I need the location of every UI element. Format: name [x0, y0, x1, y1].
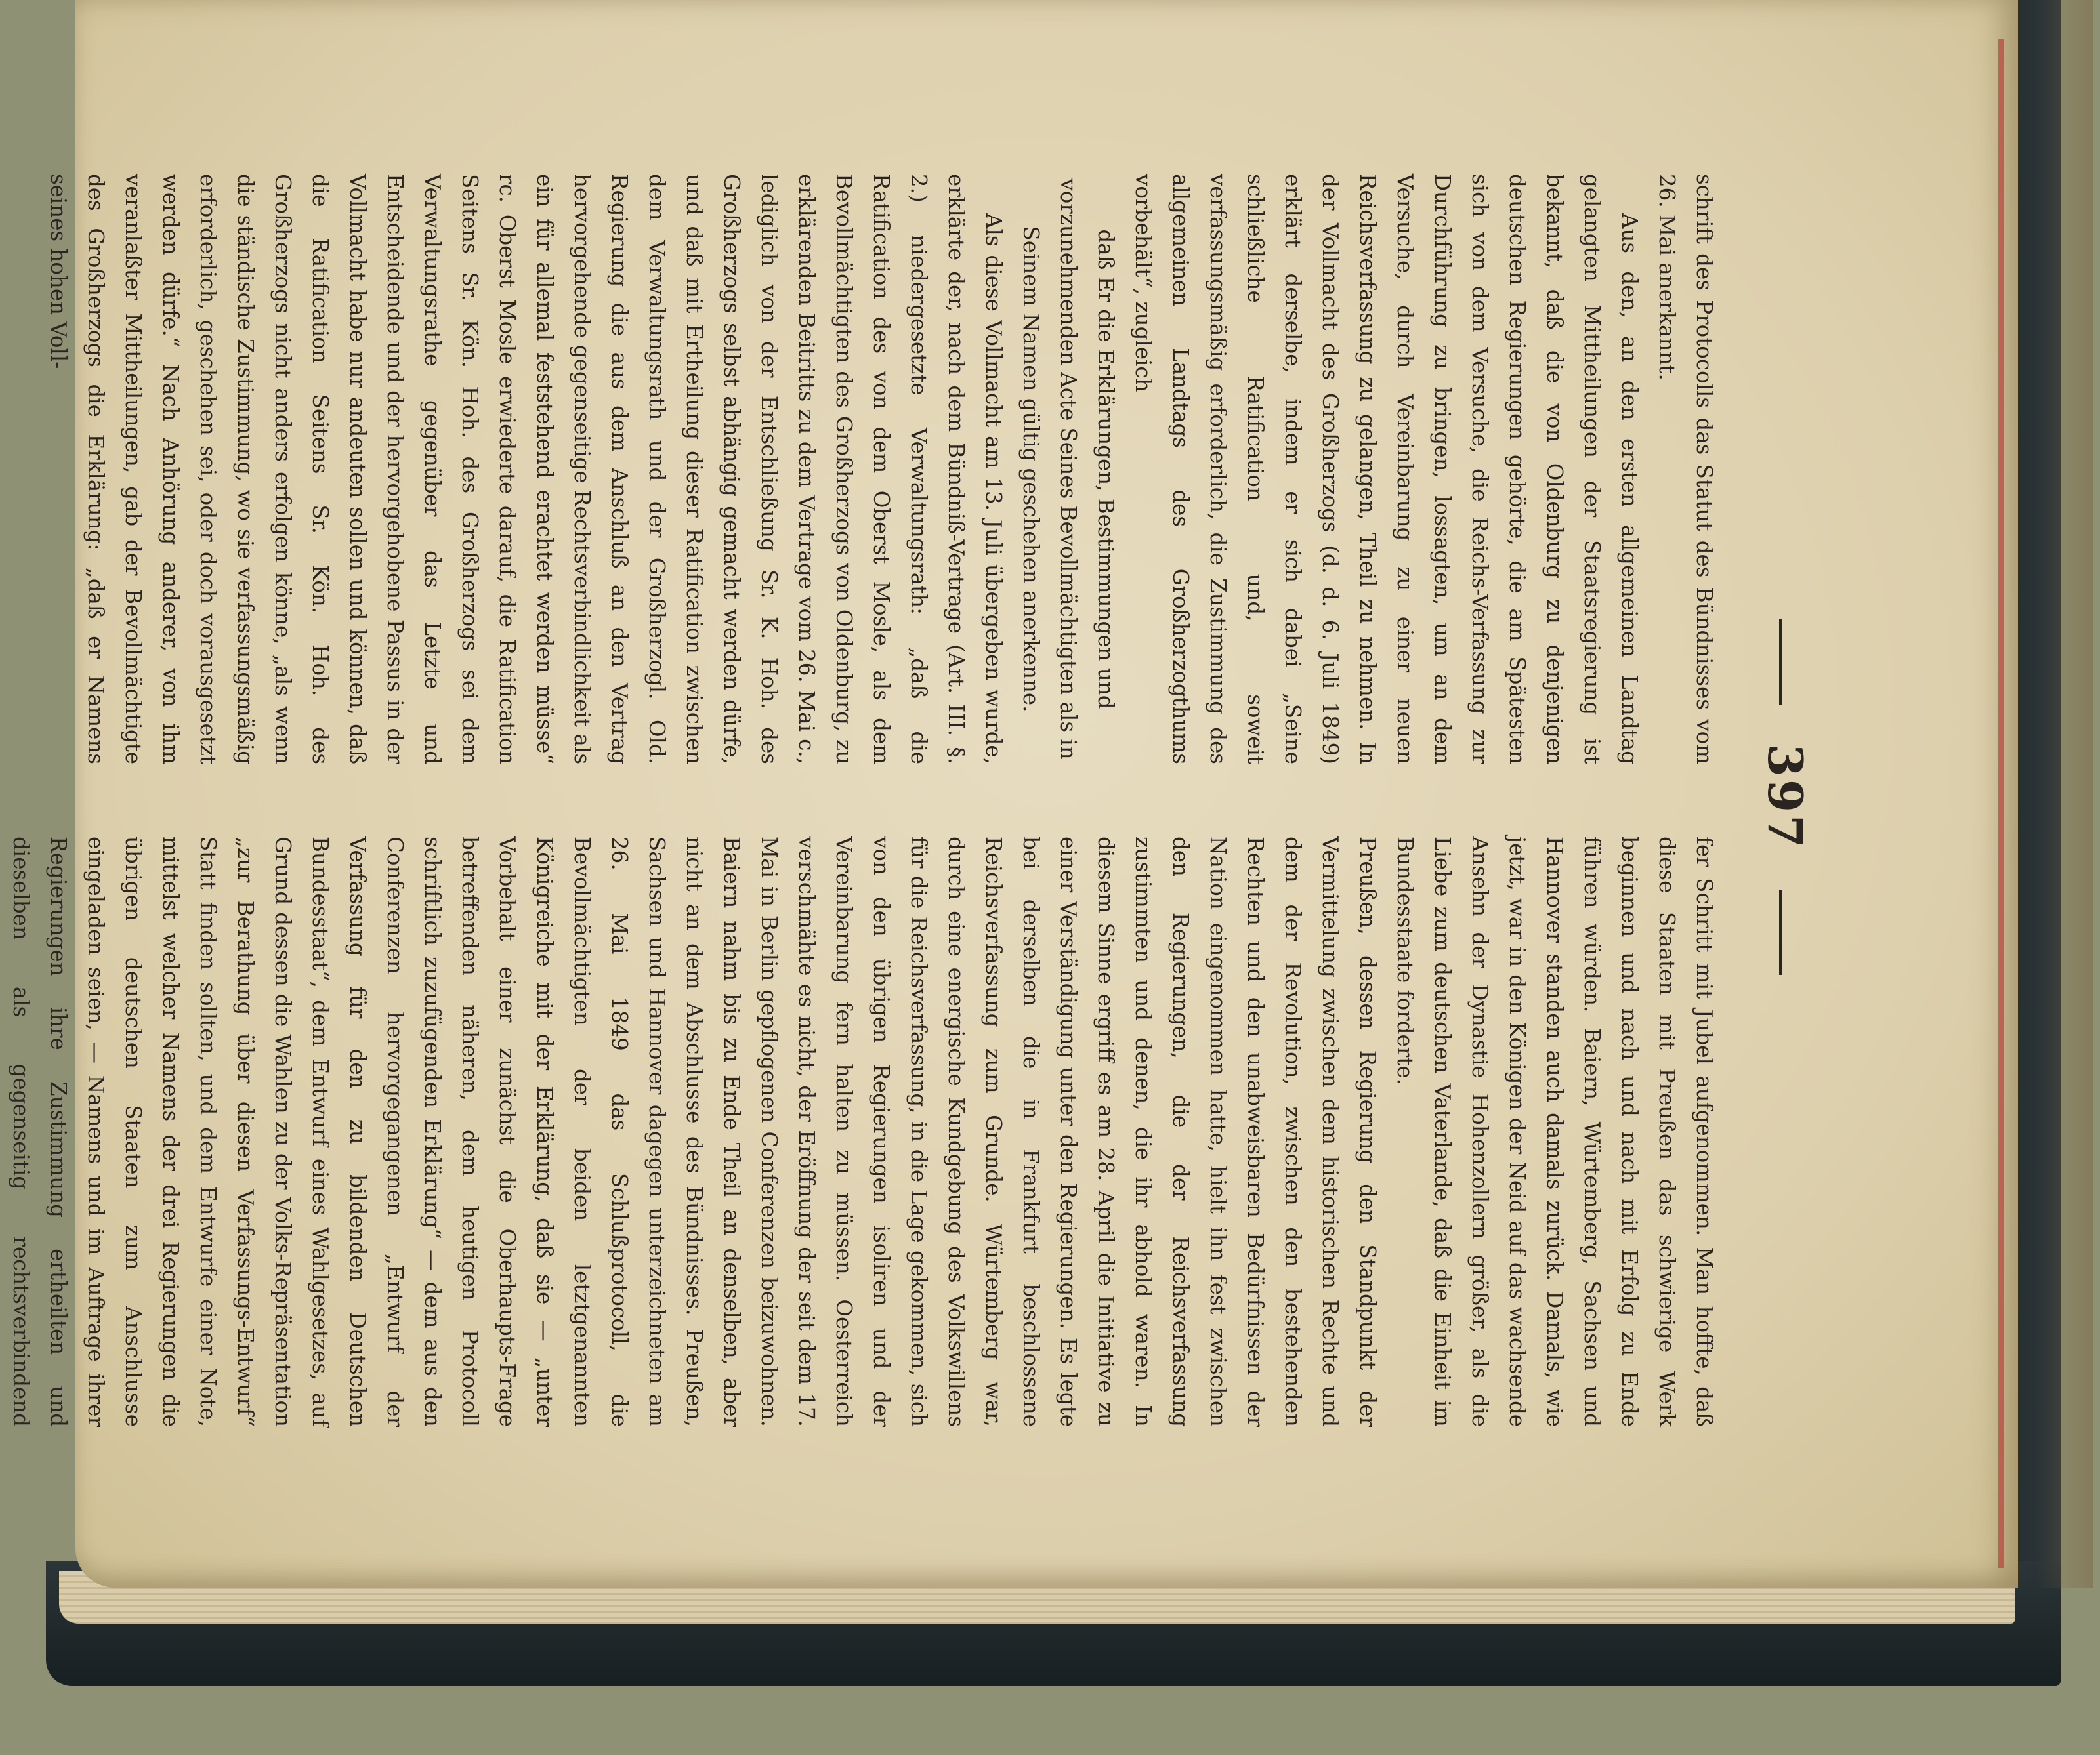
text-column-left [39, 174, 1723, 764]
page-number-header [1755, 174, 1815, 1420]
paragraph: fer Schritt mit Jubel aufgenommen. Man hoffte, daß diese Staaten mit Preußen das schwierige Werk beginnen und nach und nach mit Erfolg zu Ende führen würden. Baiern, Würtemberg, Sachsen und Hannover standen auch damals zurück. Damals, wie jetzt, war in den Königen der Neid auf das wachsende Ansehn der Dynastie Hohenzollern größer, als die Liebe zum deutschen Vaterlande, daß die Einheit im Bundesstaate forderte. [1393, 836, 1717, 1427]
page-gutter-shadow [2038, 0, 2093, 1588]
page-number: 397 [1757, 743, 1813, 851]
paragraph: Preußen, dessen Regierung den Standpunkt der Vermittelung zwischen dem historischen Rechte und dem der Revolution, zwischen den bestehenden Rechten und den unabweisbaren Bedürfnissen der Nation eingenommen hatte, hielt ihn fest zwischen den Regierungen, die der Reichsverfassung zustimmten und denen, die ihr abhold waren. In diesem Sinne ergriff es am 28. April die Initiative zu einer Verständigung unter den Regierungen. Es legte bei derselben die in Frankfurt beschlossene Reichsverfassung zum Grunde. Würtemberg war, durch eine energische Kundgebung des Volkswillens für die Reichsverfassung, in die Lage gekommen, sich von den übrigen Regierungen isoliren und der Vereinbarung fern halten zu müssen. Oesterreich verschmähte es nicht, der Eröffnung der seit dem 17. Mai in Berlin gepflogenen Conferenzen beizuwohnen. Baiern nahm bis zu Ende Theil an denselben, aber nicht an dem Abschlusse des Bündnisses. Preußen, Sachsen und Hannover dagegen unterzeichneten am 26. Mai 1849 das Schlußprotocoll, die Bevollmächtigten der beiden letztgenannten Königreiche mit der Erklärung, daß sie — „unter Vorbehalt einer zunächst die Oberhaupts-Frage betreffenden näheren, dem heutigen Protocoll schriftlich zuzufügenden Erklärung“ — dem aus den Conferenzen hervorgegangenen „Entwurf der Verfassung für den zu bildenden Deutschen Bundesstaat“, dem Entwurf eines Wahlgesetzes, auf Grund dessen die Wahlen zu der Volks-Repräsentation „zur Berathung über diesen Verfassungs-Entwurf“ Statt finden sollten, und dem Entwurfe einer Note, mittelst welcher Namens der drei Regierungen die übrigen deutschen Staaten zum Anschlusse eingeladen seien, — Namens und im Auftrage ihrer Regierungen ihre Zustimmung ertheilten und dieselben als gegenseitig rechtsverbindend [9, 836, 1380, 1427]
paragraph: schrift des Protocolls das Statut des Bündnisses vom 26. Mai anerkannt. [1654, 174, 1717, 764]
red-page-edge [1998, 39, 2004, 1568]
rotated-text-block [9, 174, 1815, 1427]
header-rule-left [1780, 619, 1783, 705]
header-rule-right [1780, 890, 1783, 975]
paragraph: Aus den, an den ersten allgemeinen Landtag gelangten Mittheilungen der Staatsregierung ist bekannt, daß die von Oldenburg zu denjenigen deutschen Regierungen gehörte, die am Spätesten sich von dem Versuche, die Reichs-Verfassung zur Durchführung zu bringen, lossagten, um an dem Versuche, durch Vereinbarung zu einer neuen Reichsverfassung zu gelangen, Theil zu nehmen. In der Vollmacht des Großherzogs (d. d. 6. Juli 1849) erklärt derselbe, indem er sich dabei „Seine schließliche Ratification und, soweit verfassungsmäßig erforderlich, die Zustimmung des allgemeinen Landtags des Großherzogthums vorbehält“, zugleich [1131, 174, 1642, 764]
paragraph: daß Er die Erklärungen, Bestimmungen und vorzunehmenden Acte Seines Bevollmächtigten als in Seinem Namen gültig geschehen anerkenne. [1018, 178, 1118, 760]
paragraph: Als diese Vollmacht am 13. Juli übergeben wurde, erklärte der, nach dem Bündniß-Vertrage (Art. III. §. 2.) niedergesetzte Verwaltungsrath: „daß die Ratification des von dem Oberst Mosle, als dem Bevollmächtigten des Großherzogs von Oldenburg, zu erklärenden Beitritts zu dem Vertrage vom 26. Mai c., lediglich von der Entschließung Sr. K. Hoh. des Großherzogs selbst abhängig gemacht werden dürfe, und daß mit Ertheilung dieser Ratification zwischen dem Verwaltungsrath und der Großherzogl. Old. Regierung die aus dem Anschluß an den Vertrag hervorgehende gegenseitige Rechtsverbindlichkeit als ein für allemal feststehend erachtet werden müsse“ rc. Oberst Mosle erwiederte darauf, die Ratification Seitens Sr. Kön. Hoh. des Großherzogs sei dem Verwaltungsrathe gegenüber das Letzte und Entscheidende und der hervorgehobene Passus in der Vollmacht habe nur andeuten sollen und können, daß die Ratification Seitens Sr. Kön. Hoh. des Großherzogs nicht anders erfolgen könne, „als wenn die ständische Zustimmung, wo sie verfassungsmäßig erforderlich, geschehen sei, oder doch vorausgesetzt werden dürfe.“ Nach Anhörung anderer, von ihm veranlaßter Mittheilungen, gab der Bevollmächtigte des Großherzogs die Erklärung: „daß er Namens seines hohen Voll- [46, 174, 1006, 764]
text-column-right [0, 836, 1723, 1427]
